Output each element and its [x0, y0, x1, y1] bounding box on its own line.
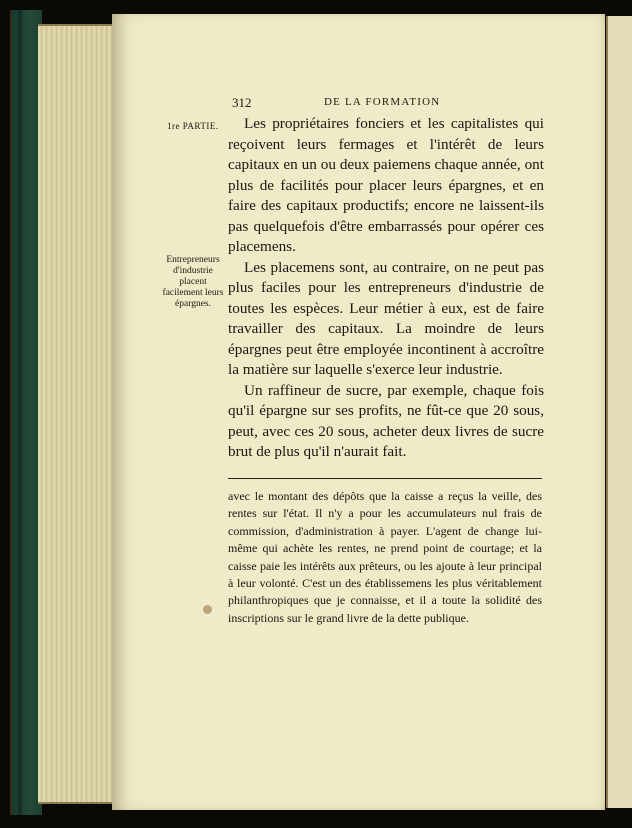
page-header: [232, 96, 542, 112]
part-label: 1re PARTIE.: [167, 121, 219, 131]
page-edges: [38, 24, 112, 804]
facing-page-edge: [606, 16, 632, 808]
margin-note: Entrepreneurs d'industrie placent facilement leurs épargnes.: [162, 255, 224, 309]
footnote-divider: [228, 478, 542, 479]
body-text: [228, 114, 544, 463]
paragraph: Un raffineur de sucre, par exemple, chaque fois qu'il épargne sur ses profits, ne fût-ce que 20 sous, peut, avec ces 20 sous, acheter deux livres de sucre brut de plus qu'il n'aurait fait.: [228, 381, 544, 460]
page-number: 312: [232, 95, 252, 110]
running-title: DE LA FORMATION: [324, 96, 441, 108]
paragraph: Les propriétaires fonciers et les capitalistes qui reçoivent leurs fermages et l'intérêt de leurs capitaux en un ou deux paiemens chaque année, ont plus de facilités pour placer leurs épargnes, et en faire des capitaux productifs; encore ne laissent-ils pas quelquefois d'être embarrassés pour opérer ces placemens.: [228, 115, 544, 255]
footnote-text: avec le montant des dépôts que la caisse a reçus la veille, des rentes sur l'état. Il n'y a pour les accumulateurs nul frais de commission, d'administration à payer. L'agent de change lui-même qui achète les rentes, ne prend point de courtage; et la caisse paie les intérêts aux prêteurs, ou les ajoute à leur principal à leur volonté. C'est un des établissemens les plus véritablement philanthropiques que je connaisse, et il a toute la solidité des inscriptions sur le grand livre de la dette publique.: [228, 489, 542, 625]
footnote: [228, 488, 542, 627]
paragraph: Les placemens sont, au contraire, on ne peut pas plus faciles pour les entrepreneurs d'industrie de toutes les espèces. Leur métier à eux, est de faire travailler des capitaux. La moindre de leurs épargnes peut être employée incontinent à accroître la matière sur laquelle s'exerce leur industrie.: [228, 258, 544, 378]
stain-spot: [203, 605, 212, 614]
